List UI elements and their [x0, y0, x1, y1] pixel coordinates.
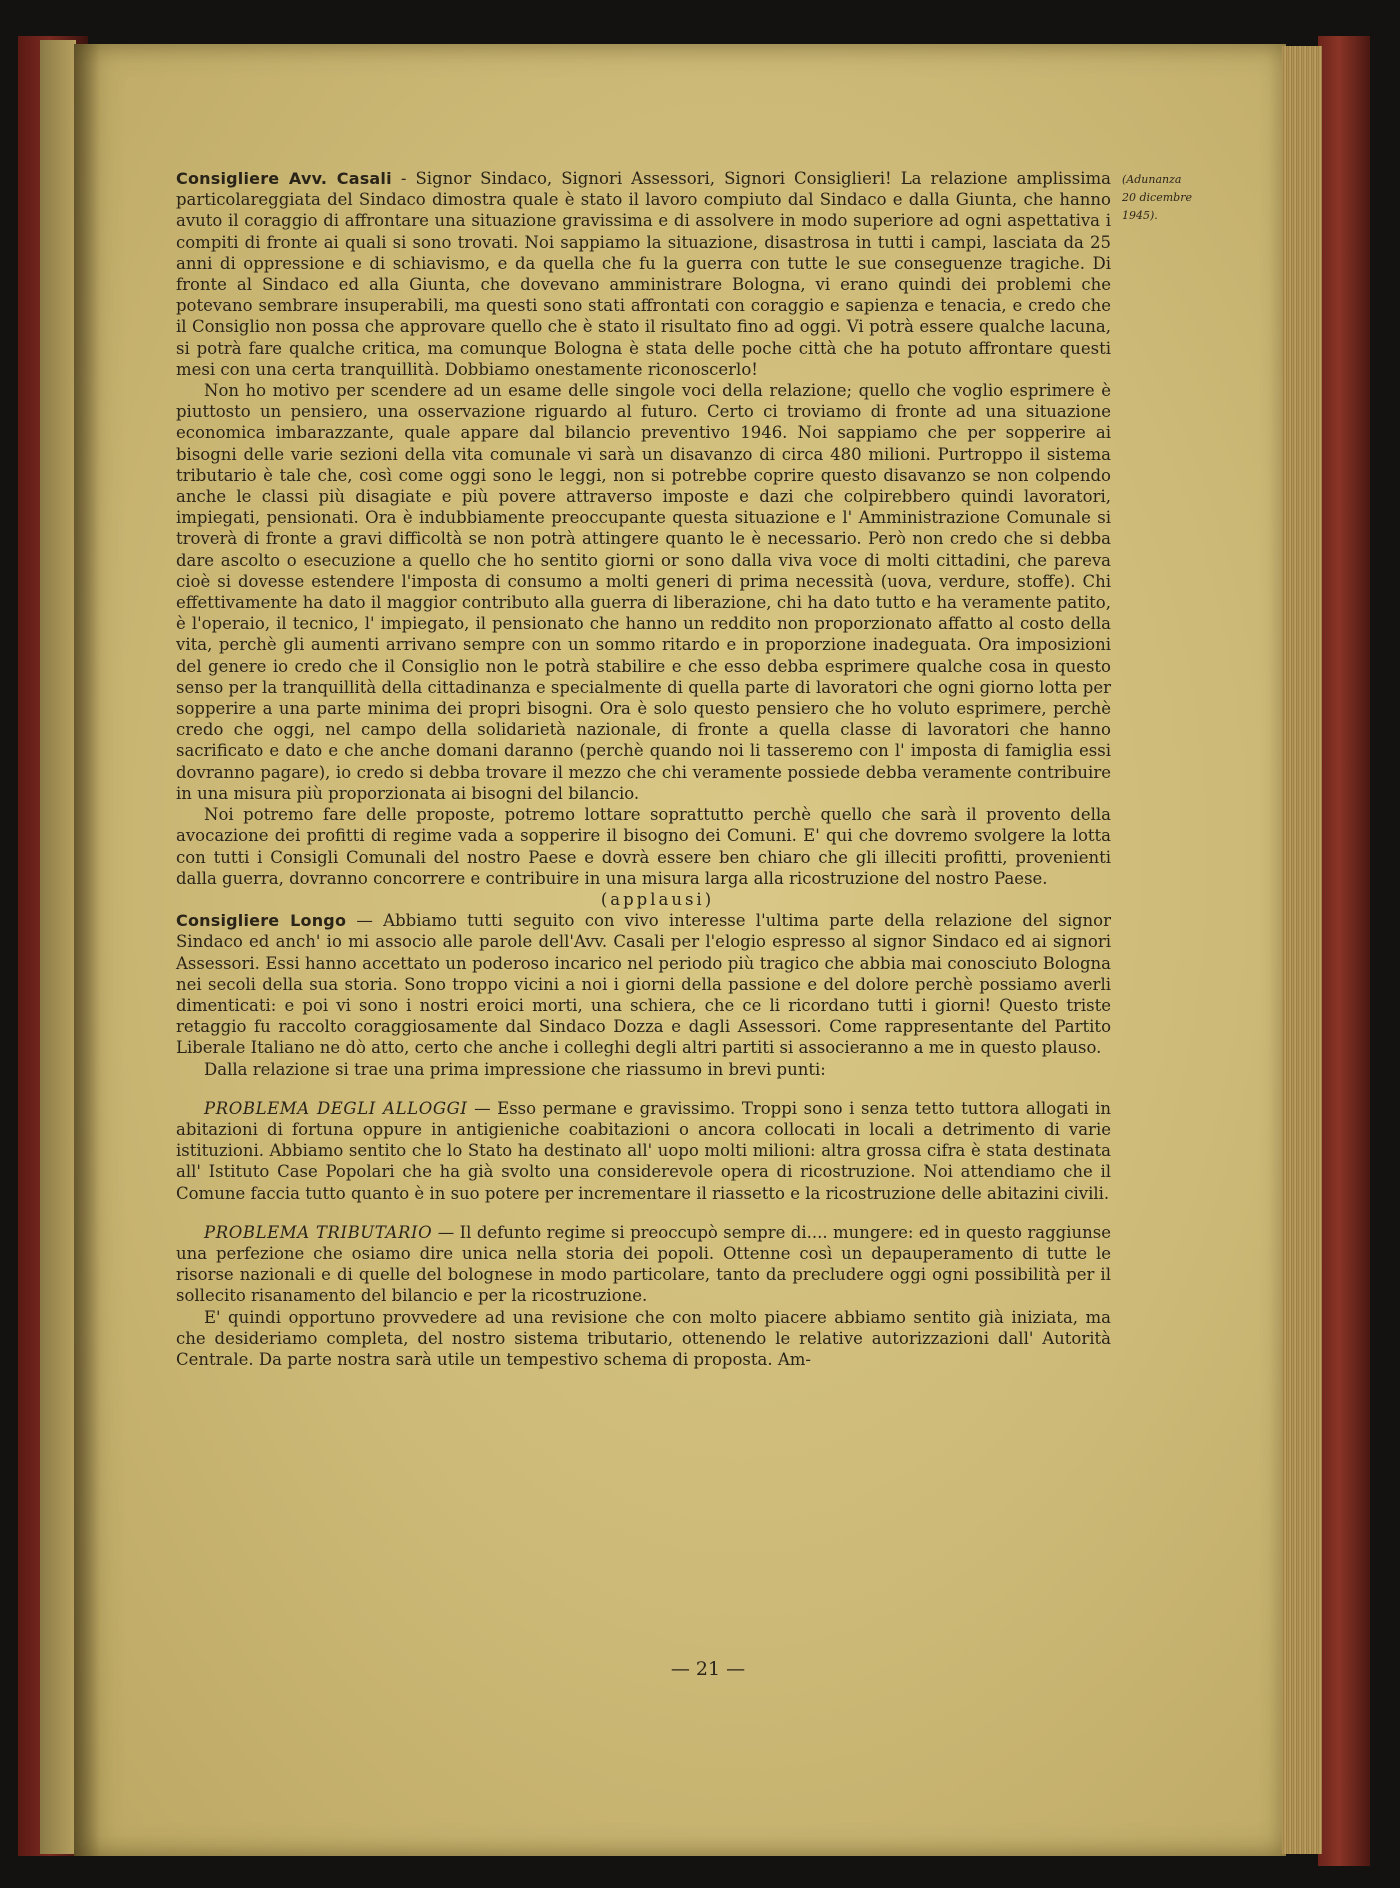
tributario-paragraph-2: E' quindi opportuno provvedere ad una revisione che con molto piacere abbiamo sentito già iniziata, ma che desideriamo completa, del nostro sistema tributario, ottenendo le relative autorizzazioni dall' Autorità Centrale. Da parte nostra sarà utile un tempestivo schema di proposta. Am-	[176, 1307, 1111, 1369]
spacer	[176, 1204, 1111, 1222]
page-gutter-shadow	[74, 44, 100, 1856]
heading-alloggi: PROBLEMA DEGLI ALLOGGI	[204, 1098, 468, 1118]
casali-paragraph-3: Noi potremo fare delle proposte, potremo lottare soprattutto perchè quello che sarà il provento della avocazione dei profitti di regime vada a sopperire il bisogno dei Comuni. E' qui che dovremo svolgere la lotta con tutti i Consigli Comunali del nostro Paese e dovrà essere ben chiaro che gli illeciti profitti, provenienti dalla guerra, dovranno concorrere e contribuire in una misura larga alla ricostruzione del nostro Paese.	[176, 805, 1111, 888]
page-stack-edges	[1282, 46, 1322, 1854]
tributario-text: — Il defunto regime si preoccupò sempre di.... mungere: ed in questo raggiunse una perfezione che osiamo dire unica nella storia dei popoli. Ottenne così un depauperamento di tutte le risorse nazionali e di quelle del bolognese in modo particolare, tanto da precludere oggi ogni possibilità per il sollecito risanamento del bilancio e per la ricostruzione.	[176, 1222, 1112, 1306]
spacer	[176, 1080, 1111, 1098]
tributario-paragraph	[176, 1222, 1111, 1307]
longo-text-1: — Abbiamo tutti seguito con vivo interesse l'ultima parte della relazione del signor Sindaco ed anch' io mi associo alle parole dell'Avv. Casali per l'elogio espresso al signor Sindaco ed ai signori Assessori. Essi hanno accettato un poderoso incarico nel periodo più tragico che abbia mai conosciuto Bologna nei secoli della sua storia. Sono troppo vicini a noi i giorni della passione e del dolore perchè possiamo averli dimenticati: e poi vi sono i nostri eroici morti, una schiera, che ce li ricordano tutti i giorni! Questo triste retaggio fu raccolto coraggiosamente dal Sindaco Dozza e dagli Assessori. Come rappresentante del Partito Liberale Italiano ne dò atto, certo che anche i colleghi degli altri partiti si associeranno a me in questo plauso.	[176, 911, 1111, 1058]
speaker-casali: Consigliere Avv. Casali	[176, 169, 392, 188]
longo-paragraph-2: Dalla relazione si trae una prima impressione che riassumo in brevi punti:	[204, 1059, 826, 1079]
marginal-note-line-2: 20 dicembre 1945).	[1122, 191, 1192, 222]
marginal-note	[1122, 171, 1222, 225]
right-cover-binding	[1318, 36, 1370, 1866]
casali-paragraph-2: Non ho motivo per scendere ad un esame delle singole voci della relazione; quello che voglio esprimere è piuttosto un pensiero, una osservazione riguardo al futuro. Certo ci troviamo di fronte ad una situazione economica imbarazzante, quale appare dal bilancio preventivo 1946. Noi sappiamo che per sopperire ai bisogni delle varie sezioni della vita comunale vi sarà un disavanzo di circa 480 milioni. Purtroppo il sistema tributario è tale che, così come oggi sono le leggi, non si potrebbe coprire questo disavanzo se non colpendo anche le classi più disagiate e più povere attraverso imposte e dazi che colpirebbero quindi lavoratori, impiegati, pensionati. Ora è indubbiamente preoccupante questa situazione e l' Amministrazione Comunale si troverà di fronte a gravi difficoltà se non potrà attingere quanto le è necessario. Però non credo che si debba dare ascolto o esecuzione a quello che ho sentito giorni or sono dalla viva voce di molti cittadini, che pareva cioè si dovesse estendere l'imposta di consumo a molti generi di prima necessità (uova, verdure, stoffe). Chi effettivamente ha dato il maggior contributo alla guerra di liberazione, chi ha dato tutto e ha veramente patito, è l'operaio, il tecnico, l' impiegato, il pensionato che hanno un reddito non proporzionato affatto al costo della vita, perchè gli aumenti arrivano sempre con un sommo ritardo e in proporzione inadeguata. Ora imposizioni del genere io credo che il Consiglio non le potrà stabilire e che esso debba esprimere qualche cosa in questo senso per la tranquillità della cittadinanza e specialmente di quella parte di lavoratori che ogni giorno lotta per sopperire a una parte minima dei propri bisogni. Ora è solo questo pensiero che ho voluto esprimere, perchè credo che oggi, nel campo della solidarietà nazionale, di fronte a quella classe di lavoratori che hanno sacrificato e dato e che anche domani daranno (perchè quando noi li tasseremo con l' imposta di famiglia essi dovranno pagare), io credo si debba trovare il mezzo che chi veramente possiede debba veramente contribuire in una misura più proporzionata ai bisogni del bilancio.	[176, 381, 1111, 803]
page-number: — 21 —	[670, 1658, 746, 1680]
applause-note: (applausi)	[600, 889, 715, 909]
left-page-edge	[40, 40, 76, 1854]
alloggi-text: — Esso permane e gravissimo. Troppi sono i senza tetto tuttora allogati in abitazioni di fortuna oppure in antigieniche coabitazioni o ancora collocati in locali a detrimento di varie istituzioni. Abbiamo sentito che lo Stato ha destinato all' uopo molti milioni: altra grossa cifra è stata destinata all' Istituto Case Popolari che ha già svolto una considerevole opera di ricostruzione. Noi attendiamo che il Comune faccia tutto quanto è in suo potere per incrementare il riassetto e la ricostruzione delle abitazini civili.	[176, 1098, 1111, 1203]
longo-paragraph-1	[176, 910, 1111, 1058]
alloggi-paragraph	[176, 1098, 1111, 1204]
speaker-longo: Consigliere Longo	[176, 911, 347, 931]
casali-paragraph-1	[176, 168, 1111, 380]
page-text	[176, 168, 1111, 1370]
marginal-note-line-1: (Adunanza	[1122, 173, 1182, 186]
casali-text-1: - Signor Sindaco, Signori Assessori, Signori Consiglieri! La relazione amplissima particolareggiata del Sindaco dimostra quale è stato il lavoro compiuto dal Sindaco e dalla Giunta, che hanno avuto il coraggio di affrontare una situazione gravissima e di assolvere in modo superiore ad ogni aspettativa i compiti di fronte ai quali si sono trovati. Noi sappiamo la situazione, disastrosa in tutti i campi, lasciata da 25 anni di oppressione e di schiavismo, e da quella che fu la guerra con tutte le sue conseguenze tragiche. Di fronte al Sindaco ed alla Giunta, che dovevano amministrare Bologna, vi erano quindi dei problemi che potevano sembrare insuperabili, ma questi sono stati affrontati con coraggio e sapienza e tenacia, e credo che il Consiglio non possa che approvare quello che è stato il risultato fino ad oggi. Vi potrà essere qualche lacuna, si potrà fare qualche critica, ma comunque Bologna è stata delle poche città che ha potuto affrontare questi mesi con una certa tranquillità. Dobbiamo onestamente riconoscerlo!	[176, 169, 1111, 379]
heading-tributario: PROBLEMA TRIBUTARIO	[204, 1222, 433, 1242]
